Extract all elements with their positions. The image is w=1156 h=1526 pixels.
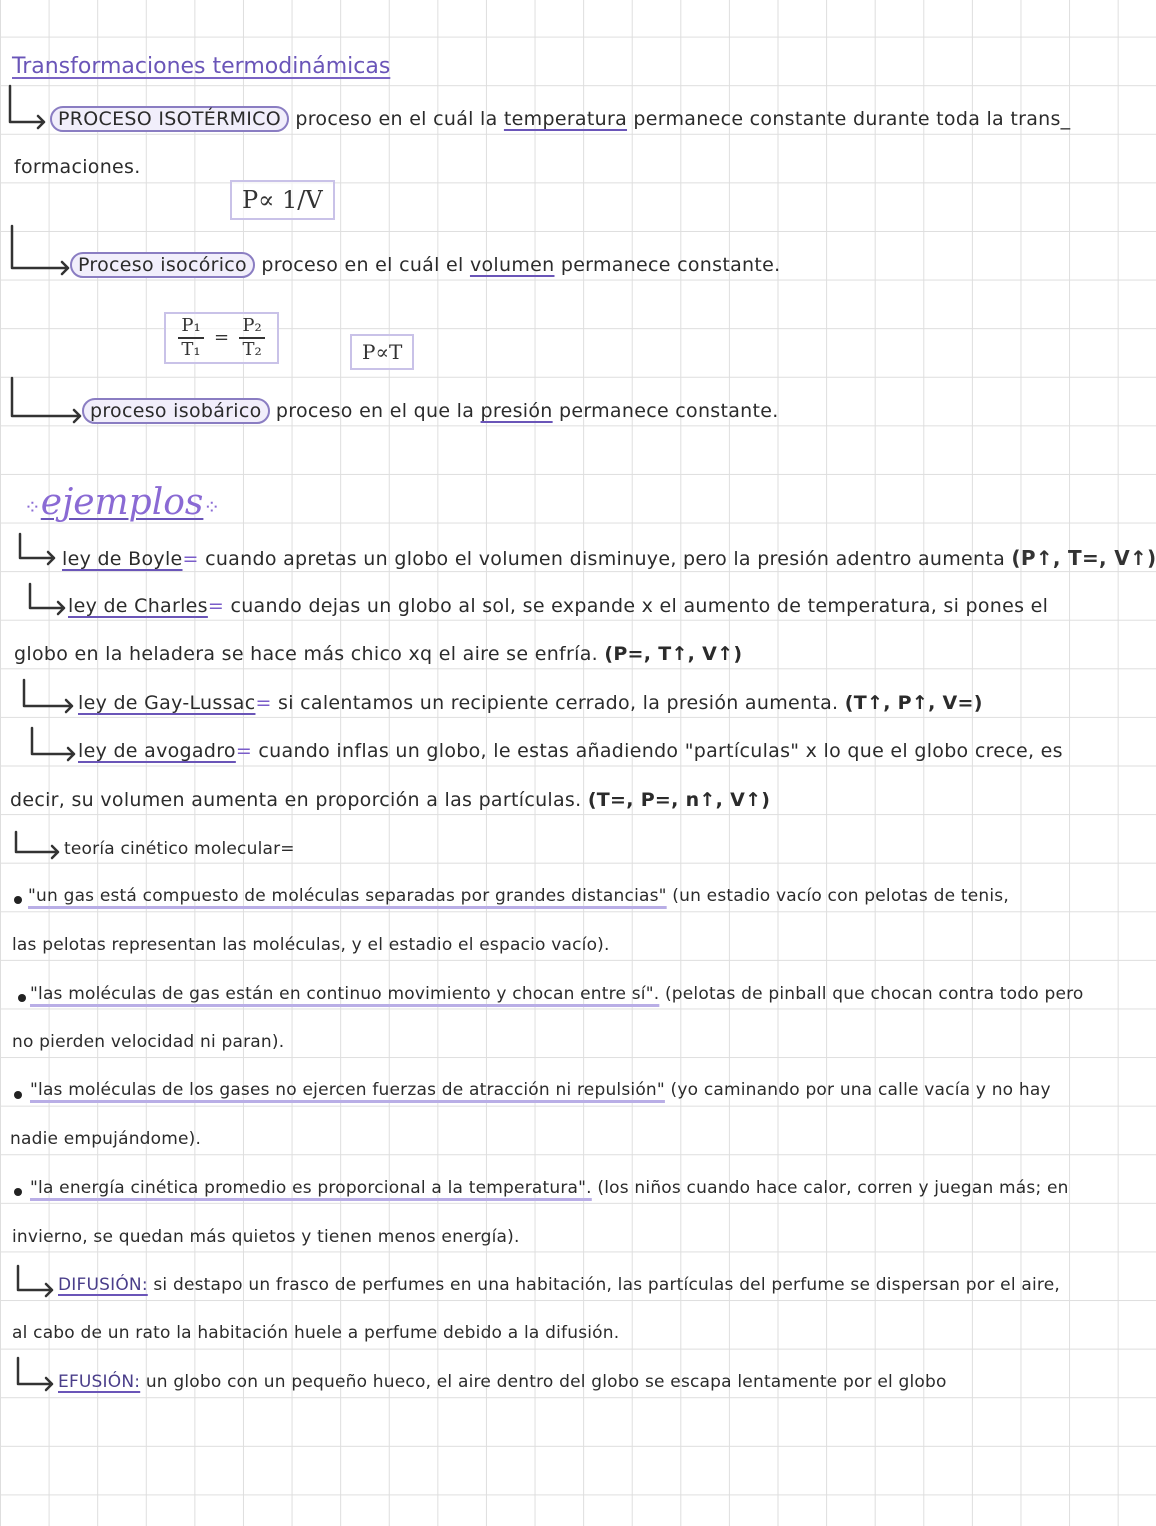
sparkle-icon: ⁘ [24,495,41,519]
isocorico-line [70,254,780,276]
gaylussac-line: ley de Gay-Lussac= si calentamos un recipiente cerrado, la presión aumenta. (T↑, P↑, V=) [78,692,983,714]
efusion-name: EFUSIÓN: [58,1372,141,1392]
isobarico-key: presión [480,400,553,422]
arrow-icon [12,1354,60,1396]
bullet-3-rest1: (yo caminando por una calle vacía y no hay [670,1080,1051,1100]
isobarico-text-a: proceso en el que la [275,400,475,422]
t1: T₁ [181,338,201,360]
bullet-1-line [28,886,1009,906]
boyle-vars: (P↑, T=, V↑) [1011,546,1156,570]
boyle-name: ley de Boyle [62,548,183,570]
arrow-icon [4,222,76,280]
bullet-4-rest1: (los niños cuando hace calor, corren y juegan más; en [597,1178,1069,1198]
isotermico-label: PROCESO ISOTÉRMICO [50,106,289,132]
avogadro-line-2 [10,789,770,811]
isobarico-line [82,400,779,422]
bullet-4-rest2: invierno, se quedan más quietos y tienen menos energía). [12,1227,520,1247]
charles-name: ley de Charles [68,595,208,617]
teoria-title: teoría cinético molecular= [64,839,295,859]
avogadro-text2: decir, su volumen aumenta en proporción a las partículas. [10,789,582,811]
arrow-icon [4,82,52,132]
isotermico-text-c: formaciones. [14,156,141,178]
arrow-icon [14,530,62,570]
bullet-3-quote: "las moléculas de los gases no ejercen fuerzas de atracción ni repulsión" [30,1080,665,1100]
p1: P₁ [181,315,201,336]
difusion-name: DIFUSIÓN: [58,1275,148,1295]
boyle-text: cuando apretas un globo el volumen disminuye, pero la presión adentro aumenta [205,548,1006,570]
isobarico-text-b: permanece constante. [558,400,779,422]
bullet-3-line [30,1080,1051,1100]
avogadro-vars: (T=, P=, n↑, V↑) [587,789,771,811]
efusion-line [58,1372,947,1392]
isocorico-key: volumen [469,254,555,276]
bullet-2-rest2: no pierden velocidad ni paran). [12,1032,285,1052]
arrow-icon [12,1262,60,1302]
isocorico-label: Proceso isocórico [70,252,255,278]
ejemplos-heading [24,482,220,523]
arrow-icon [10,828,64,864]
isobarico-label: proceso isobárico [82,398,270,424]
p2: P₂ [242,315,262,336]
bullet-1-rest2: las pelotas representan las moléculas, y el estadio el espacio vacío). [12,935,610,955]
charles-line: ley de Charles= cuando dejas un globo al sol, se expande x el aumento de temperatura, si pones el [68,595,1049,617]
bullet-2-line [30,984,1084,1004]
difusion-text2: al cabo de un rato la habitación huele a perfume debido a la difusión. [12,1323,620,1343]
bullet-1-rest1: (un estadio vacío con pelotas de tenis, [672,886,1009,906]
bullet-2-quote: "las moléculas de gas están en continuo movimiento y chocan entre sí". [30,984,660,1004]
charles-text: cuando dejas un globo al sol, se expande x el aumento de temperatura, si pones el [230,595,1049,617]
bullet-4-quote: "la energía cinética promedio es proporcional a la temperatura". [30,1178,592,1198]
isocorico-text-a: proceso en el cuál el [261,254,464,276]
arrow-icon [4,374,88,428]
charles-text2: globo en la heladera se hace más chico xq el aire se enfría. [14,643,598,665]
bullet-1-quote: "un gas está compuesto de moléculas separadas por grandes distancias" [28,886,667,906]
efusion-text: un globo con un pequeño hueco, el aire dentro del globo se escapa lentamente por el globo [145,1372,947,1392]
arrow-icon [26,724,80,766]
isotermico-text-b: permanece constante durante toda la trans_ [633,108,1071,130]
boyle-line: ley de Boyle= cuando apretas un globo el volumen disminuye, pero la presión adentro aumenta (P↑, T=, V↑) [62,546,1156,570]
ejemplos-title: ejemplos [40,482,204,523]
isotermico-formula: P∝ 1/V [230,180,335,220]
bullet-4-line [30,1178,1069,1198]
isotermico-key: temperatura [503,108,628,130]
isocorico-formula: P∝T [350,334,414,370]
bullet-dot [14,1091,22,1099]
t2: T₂ [242,338,262,360]
avogadro-line: ley de avogadro= cuando inflas un globo, le estas añadiendo "partículas" x lo que el globo crece, es [78,740,1063,762]
bullet-2-rest1: (pelotas de pinball que chocan contra todo pero [664,984,1084,1004]
avogadro-name: ley de avogadro [78,740,236,762]
gaylussac-text: si calentamos un recipiente cerrado, la presión aumenta. [278,692,839,714]
bullet-3-rest2: nadie empujándome). [10,1129,202,1149]
gaylussac-name: ley de Gay-Lussac [78,692,256,714]
bullet-dot [18,994,26,1002]
sparkle-icon: ⁘ [203,495,221,519]
arrow-icon [24,580,72,620]
arrow-icon [18,676,80,718]
page-title: Transformaciones termodinámicas [12,54,391,79]
charles-line-2 [14,643,742,665]
fraction-left [178,316,204,360]
difusion-line [58,1275,1060,1295]
bullet-dot [14,896,22,904]
gaylussac-vars: (T↑, P↑, V=) [844,692,983,714]
isotermico-text-a: proceso en el cuál la [295,108,498,130]
fraction-right [239,316,265,360]
isocorico-fraction-box [164,312,279,364]
difusion-text: si destapo un frasco de perfumes en una habitación, las partículas del perfume se dispersan por el aire, [153,1275,1060,1295]
avogadro-text: cuando inflas un globo, le estas añadiendo "partículas" x lo que el globo crece, es [258,740,1063,762]
charles-vars: (P=, T↑, V↑) [604,643,743,665]
isocorico-text-b: permanece constante. [560,254,781,276]
bullet-dot [14,1188,22,1196]
equals-sign: = [214,327,230,349]
isotermico-line [50,108,1071,130]
